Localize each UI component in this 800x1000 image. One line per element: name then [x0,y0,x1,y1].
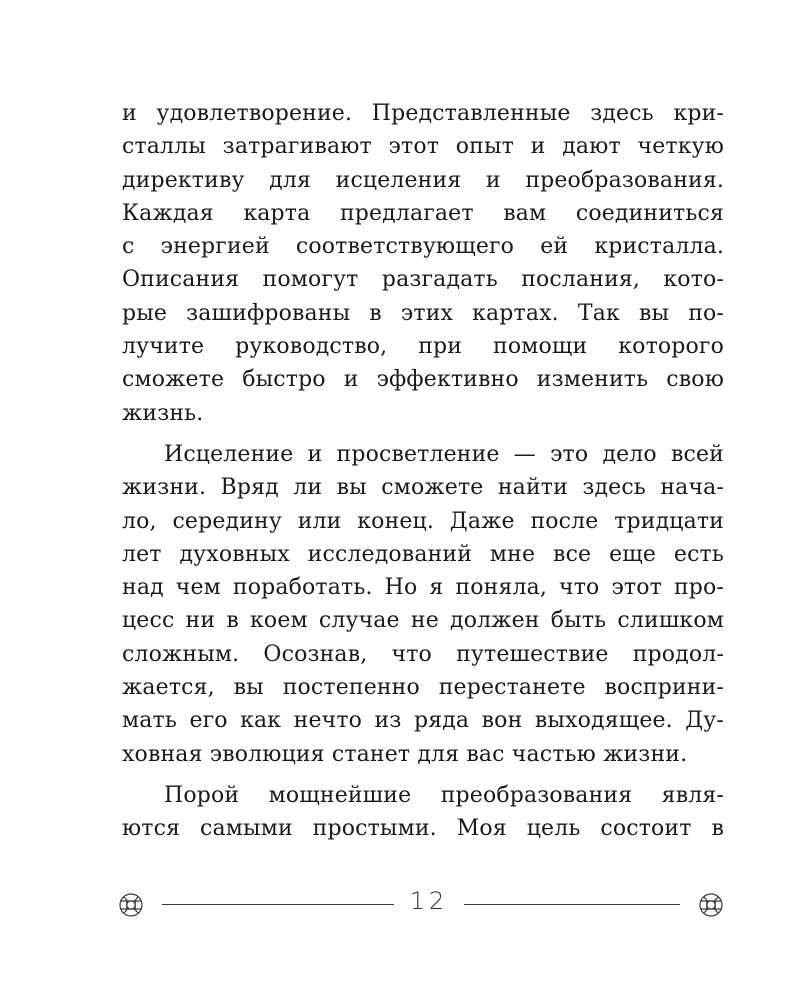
text-line: Порой мощнейшие преобразования явля- [164,782,724,808]
text-line: цесс ни в коем случае не должен быть слишком [122,608,724,634]
text-line: мать его как нечто из ряда вон выходящее. Ду- [122,708,724,734]
page-footer [118,884,724,924]
body-text [122,97,724,846]
text-line: ховная эволюция станет для вас частью жизни. [122,741,688,767]
text-line: жизни. Вряд ли вы сможете найти здесь нача- [122,475,724,501]
text-line: сложным. Осознав, что путешествие продол- [122,641,724,667]
text-line: ло, середину или конец. Даже после тридцати [122,508,724,534]
text-line: над чем поработать. Но я поняла, что этот про- [122,575,724,601]
paragraph-1 [122,97,724,430]
text-line: ются самыми простыми. Моя цель состоит в [122,816,724,842]
paragraph-2 [122,438,724,771]
text-line: сможете быстро и эффективно изменить свою [122,367,724,393]
text-line: и удовлетворение. Представленные здесь кри- [122,101,724,126]
text-line: сталлы затрагивают этот опыт и дают четкую [122,134,724,160]
paragraph-3 [122,779,724,846]
text-line: Исцеление и просветление — это дело всей [164,441,724,467]
crystal-icon [698,892,724,918]
footer-rule-right [464,904,680,905]
text-line: рые зашифрованы в этих картах. Так вы по- [122,300,724,326]
text-line: Описания помогут разгадать послания, кото- [122,267,724,293]
crystal-icon [118,892,144,918]
text-line: Каждая карта предлагает вам соединиться [122,200,724,226]
footer-rule-left [162,904,394,905]
text-line: жается, вы постепенно перестанете восприни- [122,675,724,701]
page-number: 12 [409,887,449,915]
text-line: директиву для исцеления и преобразования. [122,167,724,193]
text-line: с энергией соответствующего ей кристалла. [122,234,724,260]
text-line: лучите руководство, при помощи которого [122,334,724,360]
text-line: лет духовных исследований мне все еще есть [122,541,724,567]
text-line: жизнь. [122,400,204,426]
